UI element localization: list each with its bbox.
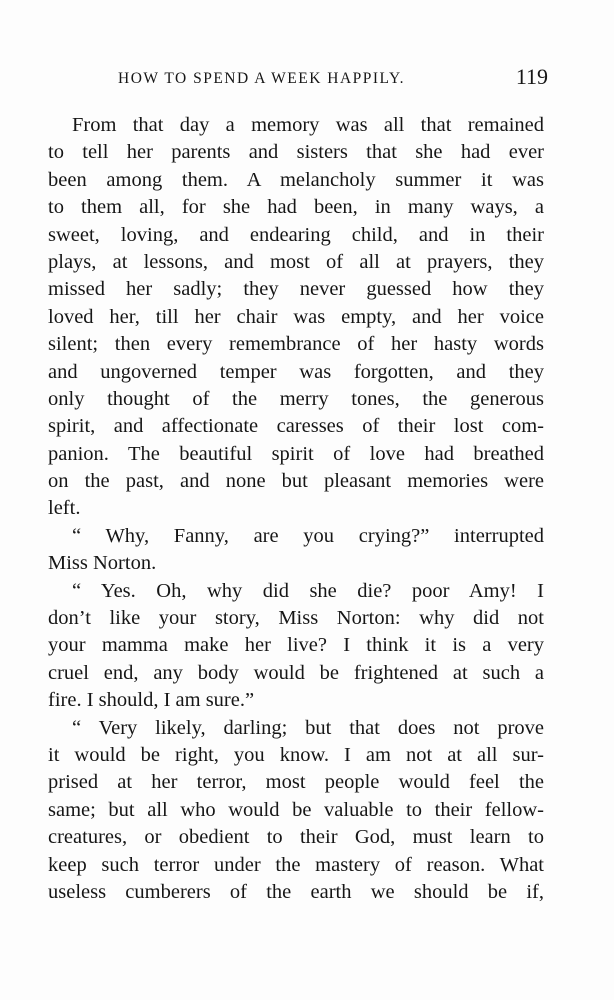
text-line: silent; then every remembrance of her hasty words [48, 333, 544, 356]
text-line: prised at her terror, most people would feel the [48, 771, 544, 794]
text-line: panion. The beautiful spirit of love had breathed [48, 442, 544, 465]
text-line: loved her, till her chair was empty, and her voice [48, 305, 544, 328]
text-line: and ungoverned temper was forgotten, and they [48, 360, 544, 383]
text-line: sweet, loving, and endearing child, and in their [48, 223, 544, 246]
text-line: keep such terror under the mastery of reason. What [48, 853, 544, 876]
text-line: Miss Norton. [48, 552, 157, 575]
text-line: fire. I should, I am sure.” [48, 689, 255, 712]
text-line: same; but all who would be valuable to their fellow- [48, 798, 544, 821]
body-text [48, 112, 544, 906]
text-line: don’t like your story, Miss Norton: why did not [48, 607, 544, 630]
text-line: From that day a memory was all that remained [72, 114, 544, 136]
text-line: your mamma make her live? I think it is a very [48, 634, 544, 657]
text-line: useless cumberers of the earth we should be if, [48, 880, 544, 903]
text-line: “ Why, Fanny, are you crying?” interrupted [72, 524, 544, 547]
text-line: “ Very likely, darling; but that does not prove [72, 716, 544, 739]
text-line: to them all, for she had been, in many ways, a [48, 196, 544, 219]
text-line: creatures, or obedient to their God, must learn to [48, 826, 544, 849]
text-line: missed her sadly; they never guessed how they [48, 278, 544, 301]
text-line: been among them. A melancholy summer it was [48, 168, 544, 191]
text-line: it would be right, you know. I am not at all sur- [48, 743, 544, 766]
running-title: HOW TO SPEND A WEEK HAPPILY. [118, 70, 406, 87]
text-line: plays, at lessons, and most of all at prayers, they [48, 250, 544, 273]
text-line: “ Yes. Oh, why did she die? poor Amy! I [72, 579, 544, 602]
text-line: on the past, and none but pleasant memories were [48, 470, 544, 493]
running-head [118, 64, 548, 92]
text-line: to tell her parents and sisters that she had ever [48, 141, 544, 164]
text-line: spirit, and affectionate caresses of their lost com- [48, 415, 544, 438]
text-line: left. [48, 497, 81, 520]
text-line: only thought of the merry tones, the generous [48, 387, 544, 410]
page-number: 119 [515, 64, 548, 89]
text-line: cruel end, any body would be frightened at such a [48, 661, 544, 684]
